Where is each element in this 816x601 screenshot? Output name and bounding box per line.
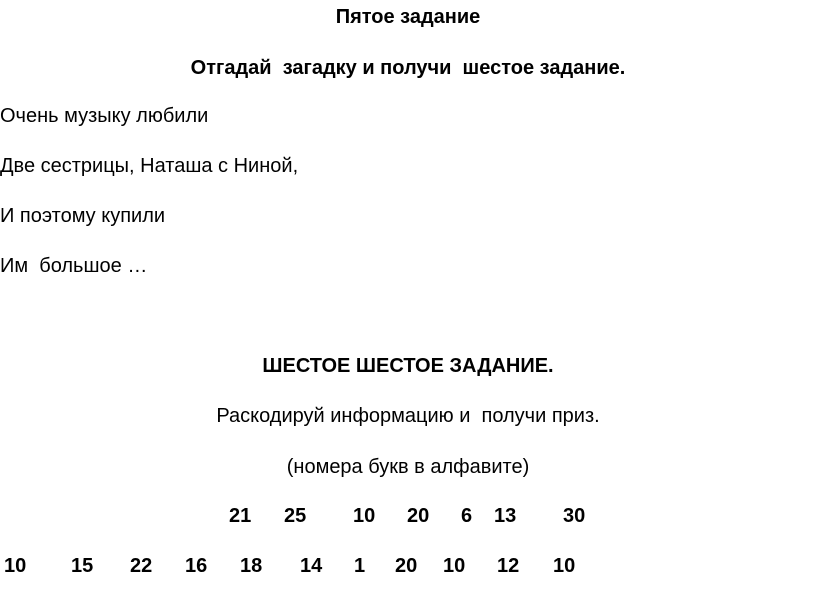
task5-instruction: Отгадай загадку и получи шестое задание.: [190, 57, 626, 79]
task6-heading: ШЕСТОЕ ШЕСТОЕ ЗАДАНИЕ.: [262, 355, 554, 377]
code-number: 6: [461, 505, 473, 527]
riddle-line-3: И поэтому купили: [0, 205, 166, 227]
code-number: 20: [395, 555, 418, 577]
code-number: 10: [4, 555, 27, 577]
code-number: 10: [553, 555, 576, 577]
code-number: 10: [353, 505, 376, 527]
code-number: 15: [71, 555, 94, 577]
riddle-line-2: Две сестрицы, Наташа с Ниной,: [0, 155, 299, 177]
code-number: 20: [407, 505, 430, 527]
code-number: 30: [563, 505, 586, 527]
task5-heading: Пятое задание: [335, 6, 481, 28]
code-number: 16: [185, 555, 208, 577]
code-number: 1: [354, 555, 366, 577]
code-number: 21: [229, 505, 252, 527]
task6-note: (номера букв в алфавите): [286, 456, 530, 478]
riddle-line-1: Очень музыку любили: [0, 105, 209, 127]
task6-instruction: Раскодируй информацию и получи приз.: [216, 405, 600, 427]
code-number: 22: [130, 555, 153, 577]
code-number: 18: [240, 555, 263, 577]
code-number: 13: [494, 505, 517, 527]
code-number: 25: [284, 505, 307, 527]
riddle-line-4: Им большое …: [0, 255, 148, 277]
code-number: 12: [497, 555, 520, 577]
code-number: 14: [300, 555, 323, 577]
code-number: 10: [443, 555, 466, 577]
